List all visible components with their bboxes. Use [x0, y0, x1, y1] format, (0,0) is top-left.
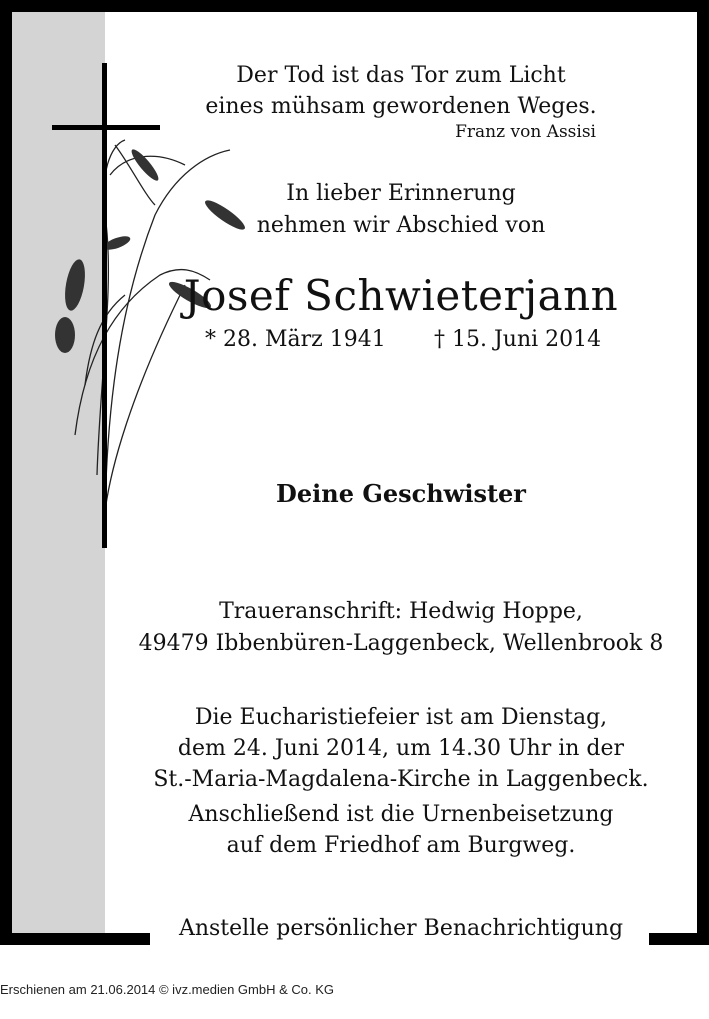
burial-line: Anschließend ist die Urnenbeisetzung — [188, 802, 614, 827]
publication-credit: Erschienen am 21.06.2014 © ivz.medien GmbH & Co. KG — [0, 982, 335, 997]
quote-author: Franz von Assisi — [455, 122, 596, 142]
service-info — [105, 702, 697, 795]
quote-line: Der Tod ist das Tor zum Licht — [236, 63, 566, 88]
quote — [105, 60, 697, 122]
intro-line: nehmen wir Abschied von — [256, 213, 546, 238]
signed-by: Deine Geschwister — [276, 479, 526, 508]
frame-border-right — [697, 0, 709, 945]
address-line: Traueranschrift: Hedwig Hoppe, — [219, 599, 583, 624]
service-line: St.-Maria-Magdalena-Kirche in Laggenbeck. — [153, 767, 649, 792]
service-line: Die Eucharistiefeier ist am Dienstag, — [194, 705, 608, 730]
quote-line: eines mühsam gewordenen Weges. — [205, 94, 597, 119]
birth-date: * 28. März 1941 — [205, 327, 386, 352]
deceased-name: Josef Schwieterjann — [183, 271, 619, 320]
death-date: † 15. Juni 2014 — [434, 327, 602, 352]
frame-border-top — [0, 0, 709, 12]
burial-line: auf dem Friedhof am Burgweg. — [226, 833, 576, 858]
burial-info — [105, 799, 697, 861]
intro-text — [105, 178, 697, 242]
intro-line: In lieber Erinnerung — [286, 181, 516, 206]
closing-note: Anstelle persönlicher Benachrichtigung — [178, 916, 624, 941]
address-line: 49479 Ibbenbüren-Laggenbeck, Wellenbrook 8 — [138, 631, 664, 656]
service-line: dem 24. Juni 2014, um 14.30 Uhr in der — [177, 736, 625, 761]
mourning-address — [105, 596, 697, 660]
frame-border-left — [0, 0, 12, 945]
